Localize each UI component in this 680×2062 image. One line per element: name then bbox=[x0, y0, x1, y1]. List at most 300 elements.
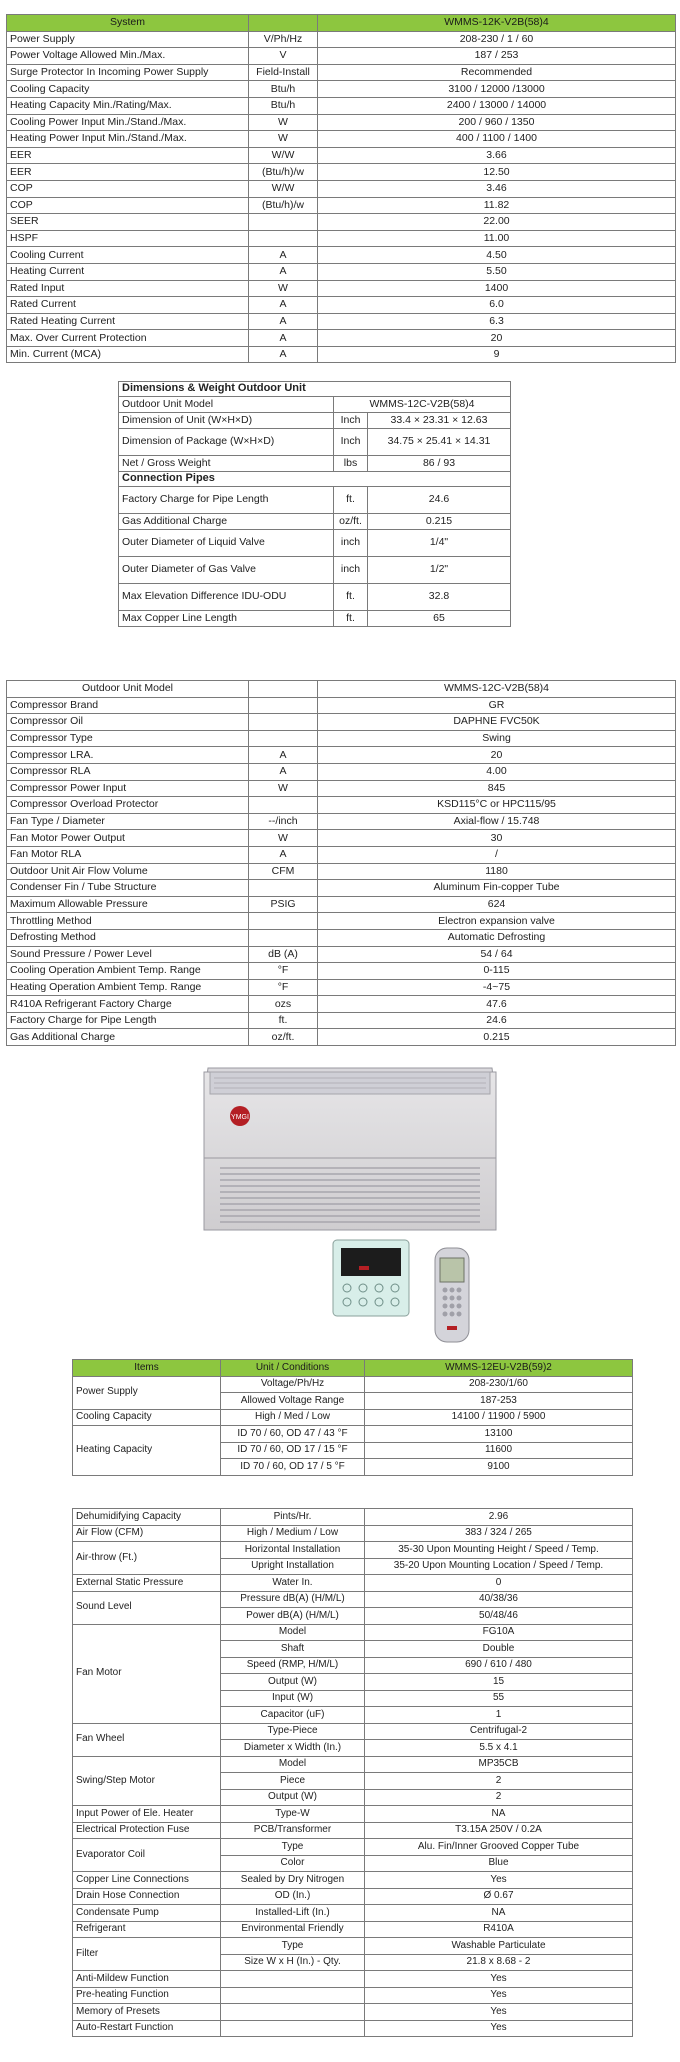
row-label: Drain Hose Connection bbox=[73, 1888, 221, 1905]
row-condition: Diameter x Width (In.) bbox=[221, 1740, 365, 1757]
group-label: Air-throw (Ft.) bbox=[73, 1542, 221, 1575]
row-unit: A bbox=[249, 763, 318, 780]
row-condition bbox=[221, 1987, 365, 2004]
row-label: External Static Pressure bbox=[73, 1575, 221, 1592]
group-label: Power Supply bbox=[73, 1376, 221, 1409]
row-condition: Speed (RMP, H/M/L) bbox=[221, 1657, 365, 1674]
row-label: Heating Capacity Min./Rating/Max. bbox=[7, 97, 249, 114]
group-label: Fan Motor bbox=[73, 1624, 221, 1723]
ceiling-floor-unit-icon bbox=[200, 1058, 500, 1234]
row-label: Cooling Capacity bbox=[73, 1409, 221, 1426]
row-unit: ozs bbox=[249, 996, 318, 1013]
row-value: 1180 bbox=[318, 863, 676, 880]
row-value: 9100 bbox=[365, 1459, 633, 1476]
row-unit: A bbox=[249, 297, 318, 314]
row-unit bbox=[249, 697, 318, 714]
row-value: Centrifugal-2 bbox=[365, 1723, 633, 1740]
row-label: Net / Gross Weight bbox=[119, 456, 334, 472]
table-row bbox=[7, 963, 676, 980]
group-label: Heating Capacity bbox=[73, 1426, 221, 1476]
row-condition: Type-Piece bbox=[221, 1723, 365, 1740]
table-row bbox=[119, 530, 511, 557]
table-row bbox=[73, 1525, 633, 1542]
table-row bbox=[73, 1624, 633, 1641]
section-title-pipes: Connection Pipes bbox=[119, 472, 511, 487]
row-value: 2 bbox=[365, 1789, 633, 1806]
table-row bbox=[7, 313, 676, 330]
row-unit: ft. bbox=[334, 584, 368, 611]
row-label: Heating Power Input Min./Stand./Max. bbox=[7, 131, 249, 148]
row-condition: Input (W) bbox=[221, 1690, 365, 1707]
row-unit: W bbox=[249, 131, 318, 148]
row-value: Recommended bbox=[318, 64, 676, 81]
group-label: Swing/Step Motor bbox=[73, 1756, 221, 1806]
row-value: 1/4" bbox=[368, 530, 511, 557]
row-unit: W bbox=[249, 780, 318, 797]
row-value: 32.8 bbox=[368, 584, 511, 611]
row-value: 13100 bbox=[365, 1426, 633, 1443]
row-condition: Installed-Lift (In.) bbox=[221, 1905, 365, 1922]
row-unit: °F bbox=[249, 979, 318, 996]
row-unit: dB (A) bbox=[249, 946, 318, 963]
row-value: 208-230/1/60 bbox=[365, 1376, 633, 1393]
header-model: WMMS-12C-V2B(58)4 bbox=[318, 681, 676, 698]
row-unit: --/inch bbox=[249, 813, 318, 830]
table-row bbox=[7, 197, 676, 214]
row-label: Power Supply bbox=[7, 31, 249, 48]
row-value: 86 / 93 bbox=[368, 456, 511, 472]
row-value: 35-30 Upon Mounting Height / Speed / Temp. bbox=[365, 1542, 633, 1559]
row-value: 4.50 bbox=[318, 247, 676, 264]
row-unit: Inch bbox=[334, 413, 368, 429]
row-value: 15 bbox=[365, 1674, 633, 1691]
table-row bbox=[119, 514, 511, 530]
table-row bbox=[7, 830, 676, 847]
row-label: Max. Over Current Protection bbox=[7, 330, 249, 347]
row-value: 5.50 bbox=[318, 263, 676, 280]
row-label: Rated Current bbox=[7, 297, 249, 314]
row-condition: Water In. bbox=[221, 1575, 365, 1592]
row-unit: lbs bbox=[334, 456, 368, 472]
row-condition: PCB/Transformer bbox=[221, 1822, 365, 1839]
table-row bbox=[7, 780, 676, 797]
row-value: 1400 bbox=[318, 280, 676, 297]
table-row bbox=[73, 2004, 633, 2021]
row-value: 24.6 bbox=[318, 1012, 676, 1029]
row-unit: °F bbox=[249, 963, 318, 980]
row-value: 12.50 bbox=[318, 164, 676, 181]
row-condition: Upright Installation bbox=[221, 1558, 365, 1575]
row-label: Compressor Oil bbox=[7, 714, 249, 731]
row-label: EER bbox=[7, 147, 249, 164]
row-condition: Color bbox=[221, 1855, 365, 1872]
row-value: DAPHNE FVC50K bbox=[318, 714, 676, 731]
row-value: 187-253 bbox=[365, 1393, 633, 1410]
row-condition: Pressure dB(A) (H/M/L) bbox=[221, 1591, 365, 1608]
row-value: Swing bbox=[318, 730, 676, 747]
row-condition: OD (In.) bbox=[221, 1888, 365, 1905]
row-label: Anti-Mildew Function bbox=[73, 1971, 221, 1988]
row-label: Condenser Fin / Tube Structure bbox=[7, 880, 249, 897]
row-value: 14100 / 11900 / 5900 bbox=[365, 1409, 633, 1426]
row-condition: Shaft bbox=[221, 1641, 365, 1658]
table-row bbox=[7, 164, 676, 181]
row-condition: Piece bbox=[221, 1773, 365, 1790]
row-value: 4.00 bbox=[318, 763, 676, 780]
row-unit bbox=[249, 929, 318, 946]
row-unit bbox=[249, 730, 318, 747]
row-unit bbox=[249, 214, 318, 231]
row-unit: ft. bbox=[249, 1012, 318, 1029]
row-label: Copper Line Connections bbox=[73, 1872, 221, 1889]
row-condition: Voltage/Ph/Hz bbox=[221, 1376, 365, 1393]
row-label: Gas Additional Charge bbox=[7, 1029, 249, 1046]
row-unit bbox=[249, 714, 318, 731]
row-label: Dehumidifying Capacity bbox=[73, 1509, 221, 1526]
brand-logo: YMGI bbox=[231, 1114, 249, 1121]
row-condition: Power dB(A) (H/M/L) bbox=[221, 1608, 365, 1625]
header-model: WMMS-12EU-V2B(59)2 bbox=[365, 1360, 633, 1377]
row-value: T3.15A 250V / 0.2A bbox=[365, 1822, 633, 1839]
row-unit: inch bbox=[334, 530, 368, 557]
row-label: Fan Motor RLA bbox=[7, 846, 249, 863]
row-condition: ID 70 / 60, OD 17 / 15 °F bbox=[221, 1442, 365, 1459]
row-label: Condensate Pump bbox=[73, 1905, 221, 1922]
row-label: Cooling Current bbox=[7, 247, 249, 264]
row-value: 1/2" bbox=[368, 557, 511, 584]
row-label: Throttling Method bbox=[7, 913, 249, 930]
table-header-row bbox=[7, 15, 676, 32]
table-row bbox=[7, 813, 676, 830]
table-row bbox=[73, 1723, 633, 1740]
row-value: 34.75 × 25.41 × 14.31 bbox=[368, 429, 511, 456]
row-value: Ø 0.67 bbox=[365, 1888, 633, 1905]
row-unit: A bbox=[249, 346, 318, 363]
row-condition: Type-W bbox=[221, 1806, 365, 1823]
row-condition: High / Med / Low bbox=[221, 1409, 365, 1426]
table-row bbox=[7, 763, 676, 780]
row-label: Cooling Operation Ambient Temp. Range bbox=[7, 963, 249, 980]
row-value: FG10A bbox=[365, 1624, 633, 1641]
row-value: Electron expansion valve bbox=[318, 913, 676, 930]
row-label: Electrical Protection Fuse bbox=[73, 1822, 221, 1839]
row-value: Yes bbox=[365, 2020, 633, 2037]
row-condition: ID 70 / 60, OD 17 / 5 °F bbox=[221, 1459, 365, 1476]
row-label: Heating Operation Ambient Temp. Range bbox=[7, 979, 249, 996]
table-row bbox=[7, 64, 676, 81]
row-value: 21.8 x 8.68 - 2 bbox=[365, 1954, 633, 1971]
row-label: Refrigerant bbox=[73, 1921, 221, 1938]
row-value: 6.0 bbox=[318, 297, 676, 314]
table-row bbox=[7, 863, 676, 880]
row-unit: A bbox=[249, 247, 318, 264]
group-label: Filter bbox=[73, 1938, 221, 1971]
table-row bbox=[73, 1756, 633, 1773]
row-unit: CFM bbox=[249, 863, 318, 880]
row-value: 20 bbox=[318, 330, 676, 347]
header-conditions: Unit / Conditions bbox=[221, 1360, 365, 1377]
row-label: Rated Input bbox=[7, 280, 249, 297]
row-value: 11600 bbox=[365, 1442, 633, 1459]
table-row bbox=[7, 880, 676, 897]
row-label: Fan Motor Power Output bbox=[7, 830, 249, 847]
row-value: Blue bbox=[365, 1855, 633, 1872]
row-label: HSPF bbox=[7, 230, 249, 247]
table-row bbox=[7, 996, 676, 1013]
table-row bbox=[7, 946, 676, 963]
row-condition: Pints/Hr. bbox=[221, 1509, 365, 1526]
row-unit: A bbox=[249, 846, 318, 863]
row-value: Axial-flow / 15.748 bbox=[318, 813, 676, 830]
row-label: Max Copper Line Length bbox=[119, 611, 334, 627]
row-label: Dimension of Package (W×H×D) bbox=[119, 429, 334, 456]
row-value: NA bbox=[365, 1905, 633, 1922]
table-row bbox=[7, 214, 676, 231]
row-label: Fan Type / Diameter bbox=[7, 813, 249, 830]
row-unit: W bbox=[249, 830, 318, 847]
row-condition: Allowed Voltage Range bbox=[221, 1393, 365, 1410]
row-condition: Sealed by Dry Nitrogen bbox=[221, 1872, 365, 1889]
table-row bbox=[7, 247, 676, 264]
group-label: Sound Level bbox=[73, 1591, 221, 1624]
table-row bbox=[119, 611, 511, 627]
row-condition: ID 70 / 60, OD 47 / 43 °F bbox=[221, 1426, 365, 1443]
table-row bbox=[119, 413, 511, 429]
row-unit: W/W bbox=[249, 180, 318, 197]
table-row bbox=[73, 1905, 633, 1922]
group-label: Evaporator Coil bbox=[73, 1839, 221, 1872]
row-label: Maximum Allowable Pressure bbox=[7, 896, 249, 913]
row-value: 208-230 / 1 / 60 bbox=[318, 31, 676, 48]
row-unit: PSIG bbox=[249, 896, 318, 913]
table-row bbox=[119, 584, 511, 611]
row-value: 2.96 bbox=[365, 1509, 633, 1526]
row-condition bbox=[221, 1971, 365, 1988]
row-label: Memory of Presets bbox=[73, 2004, 221, 2021]
row-label: Cooling Capacity bbox=[7, 81, 249, 98]
row-label: Outer Diameter of Gas Valve bbox=[119, 557, 334, 584]
row-label: Compressor Overload Protector bbox=[7, 797, 249, 814]
row-value: 11.00 bbox=[318, 230, 676, 247]
table-row bbox=[7, 697, 676, 714]
row-value: Washable Particulate bbox=[365, 1938, 633, 1955]
row-unit: ft. bbox=[334, 611, 368, 627]
row-value: 0.215 bbox=[368, 514, 511, 530]
table-row bbox=[7, 330, 676, 347]
row-unit: oz/ft. bbox=[334, 514, 368, 530]
row-condition: Environmental Friendly bbox=[221, 1921, 365, 1938]
header-label: System bbox=[7, 15, 249, 32]
row-value: 690 / 610 / 480 bbox=[365, 1657, 633, 1674]
table-row bbox=[119, 557, 511, 584]
row-label: Compressor RLA bbox=[7, 763, 249, 780]
row-label: Compressor Power Input bbox=[7, 780, 249, 797]
row-unit: W bbox=[249, 114, 318, 131]
table-row bbox=[73, 1376, 633, 1393]
table-row bbox=[73, 1839, 633, 1856]
table-row bbox=[7, 1029, 676, 1046]
row-label: Compressor Brand bbox=[7, 697, 249, 714]
row-condition bbox=[221, 2020, 365, 2037]
row-value: 5.5 x 4.1 bbox=[365, 1740, 633, 1757]
row-unit: A bbox=[249, 330, 318, 347]
table-row bbox=[7, 714, 676, 731]
row-unit: Btu/h bbox=[249, 81, 318, 98]
row-label: Compressor Type bbox=[7, 730, 249, 747]
header-items: Items bbox=[73, 1360, 221, 1377]
row-value: -4~75 bbox=[318, 979, 676, 996]
indoor-detail-table bbox=[72, 1508, 633, 2037]
table-row bbox=[73, 2020, 633, 2037]
row-value: 0-115 bbox=[318, 963, 676, 980]
group-label: Fan Wheel bbox=[73, 1723, 221, 1756]
table-row bbox=[119, 472, 511, 487]
row-unit: ft. bbox=[334, 487, 368, 514]
row-value: 20 bbox=[318, 747, 676, 764]
indoor-capacity-table bbox=[72, 1359, 633, 1476]
table-row bbox=[73, 1888, 633, 1905]
table-row bbox=[7, 297, 676, 314]
table-row bbox=[73, 1426, 633, 1443]
row-value: 3100 / 12000 /13000 bbox=[318, 81, 676, 98]
row-unit: V bbox=[249, 48, 318, 65]
dimensions-weight-table bbox=[118, 381, 511, 627]
row-value: 65 bbox=[368, 611, 511, 627]
row-value: 2400 / 13000 / 14000 bbox=[318, 97, 676, 114]
table-row bbox=[73, 1921, 633, 1938]
table-row bbox=[7, 97, 676, 114]
table-row bbox=[73, 1409, 633, 1426]
table-row bbox=[7, 31, 676, 48]
row-value: 50/48/46 bbox=[365, 1608, 633, 1625]
table-row bbox=[73, 1822, 633, 1839]
table-row bbox=[7, 81, 676, 98]
row-label: Cooling Power Input Min./Stand./Max. bbox=[7, 114, 249, 131]
row-value: 383 / 324 / 265 bbox=[365, 1525, 633, 1542]
row-value: GR bbox=[318, 697, 676, 714]
row-unit: V/Ph/Hz bbox=[249, 31, 318, 48]
table-row bbox=[7, 747, 676, 764]
table-row bbox=[7, 346, 676, 363]
row-unit: W/W bbox=[249, 147, 318, 164]
row-value: 187 / 253 bbox=[318, 48, 676, 65]
table-header-row bbox=[7, 681, 676, 698]
row-condition: Size W x H (In.) - Qty. bbox=[221, 1954, 365, 1971]
row-value: 3.66 bbox=[318, 147, 676, 164]
table-row bbox=[119, 487, 511, 514]
row-unit: inch bbox=[334, 557, 368, 584]
row-label: Defrosting Method bbox=[7, 929, 249, 946]
row-condition bbox=[221, 2004, 365, 2021]
system-spec-table bbox=[6, 14, 676, 363]
row-value: Yes bbox=[365, 1872, 633, 1889]
table-row bbox=[7, 896, 676, 913]
row-value: 6.3 bbox=[318, 313, 676, 330]
row-value: 55 bbox=[365, 1690, 633, 1707]
table-row bbox=[119, 456, 511, 472]
row-condition: Output (W) bbox=[221, 1674, 365, 1691]
row-value: 40/38/36 bbox=[365, 1591, 633, 1608]
row-label: Pre-heating Function bbox=[73, 1987, 221, 2004]
row-unit: oz/ft. bbox=[249, 1029, 318, 1046]
table-row bbox=[73, 1872, 633, 1889]
row-unit bbox=[249, 880, 318, 897]
row-value: 3.46 bbox=[318, 180, 676, 197]
row-unit: Inch bbox=[334, 429, 368, 456]
row-unit bbox=[249, 797, 318, 814]
table-row bbox=[73, 1806, 633, 1823]
header-label: Outdoor Unit Model bbox=[7, 681, 249, 698]
row-value: 35-20 Upon Mounting Location / Speed / Temp. bbox=[365, 1558, 633, 1575]
row-condition: Capacitor (uF) bbox=[221, 1707, 365, 1724]
table-row bbox=[73, 1938, 633, 1955]
remote-control-icon bbox=[433, 1246, 471, 1344]
row-unit: A bbox=[249, 313, 318, 330]
row-condition: High / Medium / Low bbox=[221, 1525, 365, 1542]
table-row bbox=[7, 263, 676, 280]
table-row bbox=[7, 131, 676, 148]
header-unit bbox=[249, 15, 318, 32]
table-row bbox=[7, 979, 676, 996]
row-label: Auto-Restart Function bbox=[73, 2020, 221, 2037]
row-label: Factory Charge for Pipe Length bbox=[119, 487, 334, 514]
table-row bbox=[73, 1542, 633, 1559]
table-row bbox=[7, 280, 676, 297]
row-value: Alu. Fin/Inner Grooved Copper Tube bbox=[365, 1839, 633, 1856]
row-label: Input Power of Ele. Heater bbox=[73, 1806, 221, 1823]
row-value: NA bbox=[365, 1806, 633, 1823]
model-label: Outdoor Unit Model bbox=[119, 397, 334, 413]
table-row bbox=[7, 797, 676, 814]
row-label: SEER bbox=[7, 214, 249, 231]
row-value: 54 / 64 bbox=[318, 946, 676, 963]
row-condition: Type bbox=[221, 1839, 365, 1856]
row-label: COP bbox=[7, 180, 249, 197]
row-value: 2 bbox=[365, 1773, 633, 1790]
row-value: 624 bbox=[318, 896, 676, 913]
outdoor-unit-table bbox=[6, 680, 676, 1046]
row-unit: Field-Install bbox=[249, 64, 318, 81]
table-row bbox=[7, 180, 676, 197]
row-label: R410A Refrigerant Factory Charge bbox=[7, 996, 249, 1013]
row-condition: Model bbox=[221, 1624, 365, 1641]
row-value: 47.6 bbox=[318, 996, 676, 1013]
table-header-row bbox=[73, 1360, 633, 1377]
row-value: Automatic Defrosting bbox=[318, 929, 676, 946]
row-value: 0 bbox=[365, 1575, 633, 1592]
table-row bbox=[7, 846, 676, 863]
table-row bbox=[73, 1971, 633, 1988]
row-label: Min. Current (MCA) bbox=[7, 346, 249, 363]
row-value: 33.4 × 23.31 × 12.63 bbox=[368, 413, 511, 429]
table-row bbox=[7, 114, 676, 131]
row-unit: A bbox=[249, 747, 318, 764]
table-row bbox=[73, 1575, 633, 1592]
row-value: Aluminum Fin-copper Tube bbox=[318, 880, 676, 897]
row-value: R410A bbox=[365, 1921, 633, 1938]
table-row bbox=[7, 913, 676, 930]
row-value: Yes bbox=[365, 1971, 633, 1988]
table-row bbox=[7, 730, 676, 747]
model-value: WMMS-12C-V2B(58)4 bbox=[334, 397, 511, 413]
header-model: WMMS-12K-V2B(58)4 bbox=[318, 15, 676, 32]
table-row bbox=[7, 1012, 676, 1029]
row-value: 0.215 bbox=[318, 1029, 676, 1046]
row-label: Surge Protector In Incoming Power Supply bbox=[7, 64, 249, 81]
row-value: Yes bbox=[365, 2004, 633, 2021]
table-row bbox=[7, 929, 676, 946]
table-row bbox=[73, 1591, 633, 1608]
